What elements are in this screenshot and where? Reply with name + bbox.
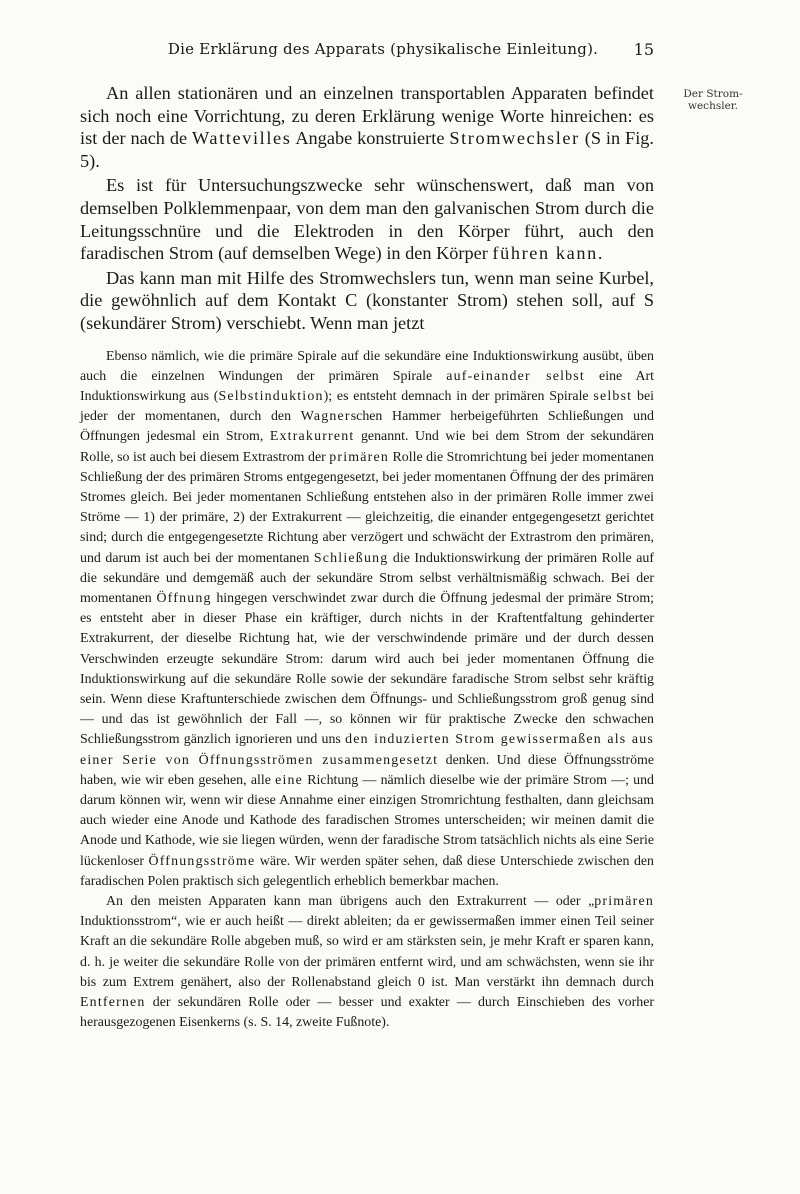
page-header	[112, 40, 654, 66]
main-text	[80, 82, 654, 335]
page-number: 15	[633, 40, 654, 59]
paragraph: Es ist für Untersuchungszwecke sehr wünschenswert, daß man von demselben Polklemmenpaar, von dem man den galvanischen Strom durch die Leitungsschnüre und die Elektroden in den Körper führt, auch den faradischen Strom (auf demselben Wege) in den Körper führen kann.	[80, 175, 654, 264]
footnote-text	[80, 347, 654, 1034]
footnote-paragraph: Ebenso nämlich, wie die primäre Spirale auf die sekundäre eine Induktionswirkung ausübt, üben auch die einzelnen Windungen der primären Spirale auf-einander selbst eine Art Induktionswirkung aus (Selbstinduktion); es entsteht demnach in der primären Spirale selbst bei jeder der momentanen, durch den Wagnerschen Hammer herbeigeführten Schließungen und Öffnungen jedesmal ein Strom, Extrakurrent genannt. Und wie bei dem Strom der sekundären Rolle, so ist auch bei diesem Extrastrom der primären Rolle die Stromrichtung bei jeder momentanen Schließung der des primären Stroms entgegengesetzt, bei jeder momentanen Öffnung der des primären Stromes gleich. Bei jeder momentanen Schließung entstehen also in der primären Rolle immer zwei Ströme — 1) der primäre, 2) der Extrakurrent — gleichzeitig, die einander entgegengesetzt gerichtet sind; durch die entgegengesetzte Richtung aber verzögert und schwächt der Extrastrom den primären, und darum ist auch bei der momentanen Schließung die Induktionswirkung der primären Rolle auf die sekundäre und demgemäß auch der sekundäre Strom selbst verhältnismäßig schwach. Bei der momentanen Öffnung hingegen verschwindet zwar durch die Öffnung jedesmal der primäre Strom; es entsteht aber in dieser Phase ein kräftiger, durch nichts in der Kraftentfaltung gehinderter Extrakurrent, der dieselbe Richtung hat, wie der verschwindende primäre und der durch dessen Verschwinden erzeugte sekundäre Strom: darum wird auch bei jeder momentanen Öffnung die Induktionswirkung auf die sekundäre Rolle sowie der sekundäre faradische Strom selbst sehr kräftig sein. Wenn diese Kraftunterschiede zwischen dem Öffnungs- und Schließungsstrom groß genug sind — und das ist gewöhnlich der Fall —, so können wir für praktische Zwecke den schwachen Schließungsstrom gänzlich ignorieren und uns den induzierten Strom gewissermaßen als aus einer Serie von Öffnungsströmen zusammengesetzt denken. Und diese Öffnungsströme haben, wie wir eben gesehen, alle eine Richtung — nämlich dieselbe wie der primäre Strom —; und darum können wir, wenn wir diese Annahme einer einzigen Stromrichtung festhalten, dann gleichsam auch wieder eine Anode und Kathode des faradischen Stromes unterscheiden; wir meinen damit die Anode und Kathode, wie sie liegen würden, wenn der faradische Strom tatsächlich nichts als eine Serie lückenloser Öffnungsströme wäre. Wir werden später sehen, daß diese Unterschiede zwischen den faradischen Polen praktisch sich gelegentlich erheblich bemerkbar machen.	[80, 348, 655, 889]
footnote-paragraph: An den meisten Apparaten kann man übrigens auch den Extrakurrent — oder „primären Induktionsstrom“, wie er auch heißt — direkt ableiten; da er gewissermaßen immer einen Teil seiner Kraft an die sekundäre Rolle abgeben muß, so wird er am stärksten sein, je mehr Kraft er sparen kann, d. h. je weiter die sekundäre Rolle von der primären entfernt wird, und am schwächsten, wenn sie ihr bis zum Extrem genähert, also der Rollenabstand gleich 0 ist. Man verstärkt ihn demnach durch Entfernen der sekundären Rolle oder — besser und exakter — durch Einschieben des vorher herausgezogenen Eisenkerns (s. S. 14, zweite Fußnote).	[80, 894, 654, 1031]
paragraph: An allen stationären und an einzelnen transportablen Apparaten befindet sich noch eine Vorrichtung, zu deren Erklärung wenige Worte hinreichen: es ist der nach de Wattevilles Angabe konstruierte Stromwechsler (S in Fig. 5).	[80, 83, 654, 171]
paragraph: Das kann man mit Hilfe des Stromwechslers tun, wenn man seine Kurbel, die gewöhnlich auf dem Kontakt C (konstanter Strom) stehen soll, auf S (sekundärer Strom) verschiebt. Wenn man jetzt	[80, 267, 654, 333]
running-title: Die Erklärung des Apparats (physikalische Einleitung).	[167, 40, 599, 58]
page-body	[80, 82, 654, 1033]
margin-note: Der Strom-wechsler.	[683, 88, 743, 112]
